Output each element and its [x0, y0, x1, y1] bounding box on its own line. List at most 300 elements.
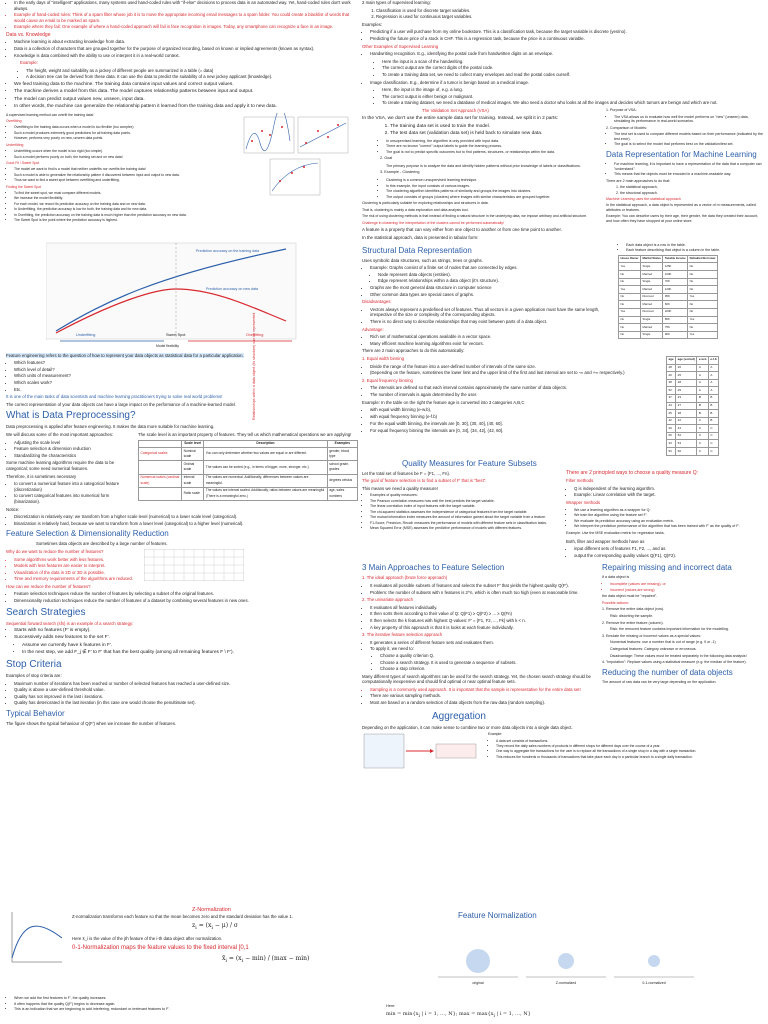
list-item: • Adjusting the scale level — [14, 440, 134, 446]
table-cell: C — [708, 425, 718, 433]
table-cell: You can only determine whether two values are equal or are different. — [204, 448, 327, 461]
action-item: Risk: the removed feature contains important information for the modelling. — [610, 627, 729, 632]
list-item: • Underfitting occurs when the model is too rigid (too simple). — [14, 149, 236, 153]
clustering-title: 3. Example - Clustering — [380, 170, 420, 175]
preprocessing-text — [6, 432, 134, 507]
table-cell: 53 — [676, 440, 697, 448]
table-cell: No — [619, 293, 641, 301]
table-cell: 85K — [663, 316, 688, 324]
list-item: • The machine derives a model from this data. The model captures relationship patterns between input and output. — [14, 89, 358, 95]
table-cell: Yes — [688, 293, 718, 301]
list-item: • Knowledge is data combined with the ability to use or interpret it in a real-world context. — [14, 53, 358, 59]
table-cell: No — [688, 278, 718, 286]
struct-row — [362, 243, 764, 349]
feature-matrix-icon — [144, 549, 244, 581]
list-item: • Successively adds new features to the set F'. — [14, 635, 358, 641]
list-item: • We increase the model flexibility. — [14, 196, 236, 200]
list-item: • It generates a series of different feature sets and evaluates them. — [370, 640, 598, 646]
table-cell: C — [697, 432, 709, 440]
table-cell: C — [697, 440, 709, 448]
borrower-table — [618, 255, 718, 340]
iter-title: 3. The iterative feature selection approach — [362, 632, 443, 638]
necessary-list — [6, 481, 134, 504]
list-item: • It evaluates all features individually. — [370, 605, 598, 611]
approaches-left — [362, 560, 598, 687]
fit-plots-svg — [240, 113, 352, 243]
table-cell: Yes — [619, 286, 641, 294]
table-row — [667, 410, 719, 418]
chart-xlabel: Model flexibility — [156, 343, 179, 348]
table-cell: 44 — [667, 402, 676, 410]
underfitting-list — [6, 149, 236, 159]
types-list — [362, 8, 764, 20]
possible-actions: Possible actions: — [602, 600, 629, 605]
action-item: Numerical features: use a number that is out of range (e.g. 0 or -1) — [610, 640, 716, 645]
table-header: Scale level — [182, 440, 204, 448]
table-cell: 52 — [667, 387, 676, 395]
left-column — [6, 0, 358, 729]
table-cell: 37 — [667, 394, 676, 402]
list-item: 1. The training data set is used to train the model. — [390, 124, 602, 130]
table-cell: Single — [641, 331, 663, 339]
bin-example: Example: In the table on the right the feature age is converted into 3 categories A,B,C — [362, 399, 525, 405]
disadvantage-list — [362, 307, 612, 325]
table-cell: No — [619, 331, 641, 339]
list-item: • However, performs very poorly on new, unseen data points. — [14, 136, 236, 140]
table-row — [619, 331, 718, 339]
list-item: • Graphs are the most general data structure in computer science — [370, 285, 612, 291]
list-item: • Choose a search strategy. It is used to generate a sequence of subsets. — [380, 660, 598, 666]
finding-title: Finding the Sweet Spot — [6, 184, 42, 189]
approaches-right — [602, 560, 764, 687]
table-row — [619, 263, 718, 271]
table-row — [619, 293, 718, 301]
aggregation-illustration — [362, 732, 482, 770]
vsa-row — [362, 108, 764, 228]
vsa-purpose-list — [606, 115, 764, 124]
list-item: • to convert categorical features into numerical form (binarization). — [14, 493, 134, 504]
bin-list — [362, 407, 662, 419]
list-item: • Discretization is relatively easy: we transform from a higher scale level (numerical) to a lower scale level (categorical). — [14, 514, 358, 520]
list-item: • In Overfitting, the prediction accuracy on the training data is much higher than the prediction accuracy on new data. — [14, 213, 236, 217]
fs-why — [6, 549, 140, 584]
stop-title: Stop Criteria — [6, 659, 62, 671]
typical-intro: The figure shows the typical behaviour of Q(F') when we increase the number of features. — [6, 721, 177, 727]
list-item: • The chi-squared statistics assesses the independence of categorical features from the target variable. — [370, 510, 562, 515]
list-item: • The number of intervals is again determined by the user. — [370, 392, 662, 398]
list-item: • output the corresponding quality values Q(F1), Q(F2). — [574, 553, 764, 559]
vsa-left — [362, 108, 602, 228]
table-cell: A — [708, 387, 718, 395]
table-cell — [139, 487, 182, 500]
wrapper-title: Wrapper methods — [566, 500, 601, 506]
table-cell: Yes — [688, 331, 718, 339]
norm-plot — [614, 941, 694, 987]
list-item: • A decision tree can be derived from these data. It can use the data to predict the suitability of a new jockey applicant (knowledge). — [26, 74, 358, 80]
overfitting-title: Overfitting — [6, 119, 22, 124]
table-cell: Divorced — [641, 308, 663, 316]
table-cell: Married — [641, 271, 663, 279]
table-cell: 33 — [667, 440, 676, 448]
list-item: • The model can predict output values new, unseen, input data. — [14, 97, 358, 103]
list-item: • The VSA allows us to evaluate how well the model performs on "new" (unseen) data, simulating its performance in real-world scenarios. — [614, 115, 764, 124]
list-item: • Rich set of mathematical operations available in a vector space. — [370, 334, 612, 340]
list-item: • Such a model performs poorly on both, the training set and on new data! — [14, 155, 236, 159]
table-cell: Married — [641, 324, 663, 332]
quality-list: The goal of feature selection is to find a subset of F' that is "best". — [362, 478, 487, 484]
both: Both, filter and wrapper methods have as — [566, 538, 645, 544]
iter-note: Many different types of search algorithms can be used for the search strategy. Yet, the chosen search strategy should be computationally inexpensive and should find optimal or near optimal feature sets. — [362, 673, 591, 685]
disc-1-list — [362, 364, 662, 376]
agg-intro: Depending on the application, it can make sense to combine two or more data objects into a single data object. — [362, 724, 573, 730]
table-cell: 60 — [667, 432, 676, 440]
table-cell: Yes — [688, 316, 718, 324]
list-item: • The test set is used to compare different models based on their performance (indicated by the test error). — [614, 132, 764, 141]
list-item: • Binarization is relatively hard, because we want to transform from a lower level (categorical) to a higher level (numerical). — [14, 521, 358, 527]
approaches-row — [362, 560, 764, 687]
list-item: • Edge represent relationships within a data object (it's structure). — [378, 278, 612, 284]
vsa-purpose-title: 1. Purpose of VSA: — [606, 107, 637, 112]
table-cell: B — [708, 417, 718, 425]
fit-plots — [240, 113, 352, 243]
training-list — [6, 82, 358, 111]
underfitting-label: Underfitting — [76, 332, 96, 337]
table-header: Taxable Income — [663, 255, 688, 263]
table-cell: 220K — [663, 308, 688, 316]
table-cell: No — [619, 278, 641, 286]
list-item: • Vectors always represent a predefined set of features. Thus all vectors in a given application must have the same length, irrespective of the size or complexity of the corresponding objects. — [370, 307, 612, 318]
table-cell: A — [697, 364, 709, 372]
table-cell: 42 — [667, 417, 676, 425]
rotated-label: Relationships within a data object (its structure) can be represented — [252, 312, 256, 420]
list-item: • For machine learning, it is important to have a representation of the data that a computer can "understand". — [614, 162, 764, 171]
table-header: age — [667, 356, 676, 364]
feature-selection-title: Feature Selection & Dimensionality Reduction — [6, 529, 169, 539]
table-cell: C — [697, 417, 709, 425]
table-cell: 29 — [667, 425, 676, 433]
list-item: • Mean Squared Error (MSE) assesses the predictive performance of models with different features. — [370, 526, 562, 531]
principal-title: There are 2 principled ways to choose a quality measure Q: — [566, 469, 699, 476]
hw-list — [362, 59, 764, 78]
search-intro: Sequential forward search (sfs) is an example of a search strategy: — [6, 620, 134, 626]
list-item: • The mutual information index measures the amount of information gained about the target variable from a feature. — [370, 515, 562, 520]
struct-right — [618, 243, 764, 349]
table-cell: No — [619, 301, 641, 309]
action-item: 4. "Imputation": Replace values using a statistical measure (e.g. the median of the feature). — [602, 660, 747, 665]
clustering-list — [362, 178, 602, 199]
table-cell: 53 — [667, 448, 676, 456]
table-cell: 100K — [663, 271, 688, 279]
table-cell: Yes — [619, 308, 641, 316]
quality-title: Quality Measures for Feature Subsets — [402, 458, 537, 468]
scale-table-wrap — [138, 432, 358, 507]
list-item: • This means that the objects must be encoded in a machine-readable way. — [614, 172, 764, 177]
approaches-list — [606, 185, 764, 195]
table-cell: C — [708, 432, 718, 440]
table-row — [667, 425, 719, 433]
action-item: Risk: distorting the sample. — [610, 613, 654, 618]
table-cell: 60K — [663, 301, 688, 309]
intro-list — [6, 0, 358, 30]
table-header: age (sorted) — [676, 356, 697, 364]
list-item: • Visualization of the data in 2D or 3D is possible. — [14, 570, 140, 576]
table-cell: The values are numerical. Additionally, differences between values are meaningful. — [204, 474, 327, 487]
table-row — [667, 402, 719, 410]
goodfit-list — [6, 167, 236, 182]
table-cell: No — [619, 316, 641, 324]
notice-list — [6, 514, 358, 526]
table-cell: 95K — [663, 293, 688, 301]
norm-plot — [438, 941, 518, 987]
curve2-label: Prediction accuracy on new data — [206, 286, 258, 291]
brute-title: 1. The ideal approach (brute force approach) — [362, 575, 448, 581]
overfitting-label: Overfitting — [246, 332, 264, 337]
fs-why-list — [6, 557, 140, 582]
list-item: • We use a learning algorithm as a wrapper for Q: — [574, 508, 764, 513]
table-cell: Single — [641, 316, 663, 324]
list-item: • It evaluates all possible subsets of features and selects the subset F' that yields the highest quality Q(F'). — [370, 583, 598, 589]
preprocessing-row — [6, 432, 358, 507]
table-header: House Owner — [619, 255, 641, 263]
list-item: • Assume we currently have k features in F'. — [22, 643, 358, 649]
features-note: The correct representation of your data objects can have a large impact on the performance of a machine-learned model. — [6, 401, 237, 407]
table-cell: C — [708, 448, 718, 456]
list-item: • The linear correlation index of input features with the target variable. — [370, 504, 562, 509]
list-item: • The Pearson correlation measures how well the best predicts the target variable. — [370, 499, 562, 504]
list-item: • This reduces the hundreds or thousands of transactions that take place each day in a particular branch to a single daily transaction. — [496, 755, 758, 759]
list-item: • It often happens that the quality Q(F') begins to decrease again. — [14, 1002, 374, 1007]
agg-text — [488, 732, 758, 770]
table-cell: C — [697, 448, 709, 456]
list-item: • Examples of quality measures: — [370, 493, 562, 498]
struct-list — [362, 265, 612, 297]
action-item: 2. Remove the entire feature (column). — [602, 620, 664, 625]
flexibility-chart — [6, 241, 358, 351]
table-cell: B — [708, 402, 718, 410]
list-item: • Divide the range of the feature into a user-defined number of intervals of the same size. — [370, 364, 662, 370]
intro-item: • Example where they fail: One example of where a hand-coded approach will fail is face recognition in images. Today, any smartphone can recognize a face in an image. — [14, 24, 358, 30]
table-row — [619, 308, 718, 316]
list-item: • Here, the input is the image of, e.g. a lung. — [382, 87, 764, 93]
examples-label: Examples: — [362, 21, 383, 27]
table-header: e-f.b — [708, 356, 718, 364]
repair-need: the data object must be "repaired". — [602, 594, 658, 599]
list-item: • Predicting if a user will purchase from my online bookstore. This is a classification task, because the target variable is discrete (yes/no). — [370, 29, 764, 35]
underfitting-title: Underfitting — [6, 142, 24, 147]
list-item: • Quality has deteriorated in the last iteration (in this case one would choose the penultimate set). — [14, 700, 358, 706]
agg-example: Example: — [488, 732, 503, 737]
list-item: • Node represent data objects (entities). — [378, 272, 612, 278]
fit-section — [6, 113, 358, 243]
struct-intro: Uses symbolic data structures, such as strings, trees or graphs. — [362, 257, 483, 263]
table-row — [667, 417, 719, 425]
list-item: • Machine learning is about extracting knowledge from data. — [14, 39, 358, 45]
table-cell: 38 — [676, 410, 697, 418]
table-cell: No — [688, 271, 718, 279]
approaches: There are 2 main approaches to do that: — [606, 178, 671, 183]
goal-text: The primary purpose is to analyze the data and identify hidden patterns without prior knowledge of labels or classifications. — [386, 163, 581, 168]
examples-list — [362, 29, 764, 41]
list-item: • To find the sweet spot, we must compare different models. — [14, 191, 236, 195]
table-cell: Categorical scales — [139, 448, 182, 461]
binning-row — [362, 356, 764, 456]
list-item: • Many efficient machine learning algorithms exist for vectors. — [370, 341, 612, 347]
table-cell: 52 — [676, 432, 697, 440]
list-item: • Choose a stop criterion. — [380, 666, 598, 672]
z-here: Here x̄_i is the value of the jth feature of the i-th data object after normalization. — [72, 935, 223, 941]
typical-behavior-chart — [6, 908, 66, 968]
intro-item: • Example of hand-coded rules: Think of a spam filter whose job it is to move the appropriate incoming email messages to a spam folder. You could create a blacklist of words that would cause an email to be marked as spam. — [14, 12, 358, 23]
list-item: • Starts with no features (F' is empty). — [14, 628, 358, 634]
notice-label: Notice: — [6, 506, 20, 512]
table-cell: 70K — [663, 278, 688, 286]
table-row — [139, 461, 358, 474]
right-column — [362, 0, 764, 770]
list-item: • Each data object is a row in the table. — [626, 243, 764, 248]
unsupervised-list — [362, 139, 602, 155]
table-cell: Ordinal scale — [182, 461, 204, 474]
quality-left — [362, 471, 562, 561]
list-item: • The correct output is either benign or malignant. — [382, 94, 764, 100]
table-cell: Divorced — [641, 293, 663, 301]
list-item: • There is no direct way to describe relationships that may exist between parts of a data object. — [370, 319, 612, 325]
table-cell: No — [688, 286, 718, 294]
table-cell: B — [697, 410, 709, 418]
table-cell: A — [708, 364, 718, 372]
table-cell: No — [688, 263, 718, 271]
list-item: • Other common data types are special cases of graphs. — [370, 292, 612, 298]
disc-2-list — [362, 385, 662, 397]
list-item: • To create a training dataset, we need a database of medical images. We also need a doctor who looks at all the images and decides which tumors are benign and which are not. — [382, 100, 764, 106]
table-row — [619, 286, 718, 294]
clustering-note: That is, clustering is mainly a data exploration and data analysis tool. — [362, 207, 469, 212]
minmax-title: 0-1-Normalization maps the feature values to the fixed interval [0,1 — [72, 944, 249, 951]
list-item: • One way to aggregate the transactions for the user is to replace all the transactions of a single shop in a day with a single transaction. — [496, 749, 758, 753]
img-title: • Image classification. E.g., determine if a tumor is benign based on a medical image. — [370, 80, 764, 86]
table-cell: 44 — [676, 425, 697, 433]
list-item: • We feed training data to the machine. The training data contains input values and correct output values. — [14, 82, 358, 88]
types-intro: 2 main types of supervised learning: — [362, 0, 431, 5]
list-item: • The intervals are defined so that each interval contains approximately the same number of data objects. — [370, 385, 662, 391]
table-header: Description — [204, 440, 327, 448]
list-item: • The goal is to select the model that performs best on the validation/test set. — [614, 142, 764, 147]
reduce-list — [362, 687, 764, 706]
table-row — [619, 316, 718, 324]
quality-list: This means we need a quality measure! — [362, 485, 438, 491]
list-item: • In the next step, we add F_j ∉ F' to F' that has the best quality (among all remaining features F \ F'). — [22, 650, 358, 656]
quality-list: Let the total set of features be F = {F1, ..., Fn}. — [362, 470, 451, 476]
list-item: 2. Regression is used for continuous target variables. — [376, 14, 764, 20]
disc-1: 1. Equal width binning — [362, 355, 405, 361]
list-item: • The output consists of groups (clusters) where images with similar characteristics are grouped together. — [386, 195, 602, 200]
preproc-list-intro: We will discuss some of the most important approaches: — [6, 432, 114, 437]
table-row — [619, 324, 718, 332]
table-cell: No — [619, 271, 641, 279]
goodfit-plot — [270, 159, 320, 195]
list-item: • Q is independent of the learning algorithm. — [574, 486, 764, 492]
list-item: • Time and memory requirements of the algorithms are reduced. — [14, 576, 140, 582]
example-list — [6, 68, 358, 80]
table-cell: 75K — [663, 324, 688, 332]
table-cell: B — [708, 394, 718, 402]
list-item: • When we add the first features to F', the quality increases. — [14, 996, 374, 1001]
table-row — [139, 448, 358, 461]
list-item: • To create a training data set, we need to collect many envelopes and read the postal codes ourself. — [382, 72, 764, 78]
fs-how-title: How can we reduce the number of features? — [6, 583, 91, 589]
list-item: • Each feature describing that object is a column in the table. — [626, 248, 764, 253]
table-cell: No — [688, 301, 718, 309]
scale-intro: The scale level is an important property of features. They tell us which mathematical operations we are applying! — [138, 432, 352, 437]
table-cell: 25 — [667, 410, 676, 418]
sweet-spot-label: Sweet Spot — [166, 332, 186, 337]
table-row — [667, 372, 719, 380]
table-cell: The values are interval scaled. Additionally, ratios between values are meaningful (There is a meaningful zero.) — [204, 487, 327, 500]
z-norm — [72, 908, 432, 987]
table-header: Examples — [327, 440, 357, 448]
iter-list — [362, 640, 598, 672]
binning-left — [362, 356, 662, 456]
list-item: • (Depending on the feature, sometimes the lower limit and the upper limit of the first and last interval are set to -∞ and +∞ respectively.) — [370, 370, 662, 376]
vsa-right — [606, 108, 764, 228]
ml-algo: Machine Learning uses the statistical approach — [606, 196, 681, 201]
table-row — [667, 432, 719, 440]
minmax-formula: $x̃_i = (x_i - \min) / (\max - \min)$ — [222, 954, 310, 964]
underfit-plot — [298, 117, 348, 153]
list-item: • input different sets of features F1, F2, ..., and as — [574, 546, 764, 552]
table-list — [618, 243, 764, 253]
list-item: • The clustering algorithm identifies patterns of similarity and groups the images into clusters. — [386, 189, 602, 194]
aggregation-title: Aggregation — [432, 710, 486, 722]
original-plot — [438, 941, 518, 981]
brute-list — [362, 583, 598, 595]
img-section — [362, 80, 764, 86]
table-row — [619, 278, 718, 286]
list-item: • Data is a collection of characters that are grouped together for the purpose of organized recording, based on known or implied agreements (known as syntax). — [14, 46, 358, 52]
hw-title: • Handwriting recognition. E.g., identifying the postal code from handwritten digits on an envelope. — [370, 51, 764, 57]
data-representation-title: Data Representation for Machine Learning — [606, 150, 757, 160]
disadvantage-label: Disadvantages: — [362, 299, 392, 305]
fs-intro: Sometimes data objects are described by a large number of features. — [36, 541, 168, 547]
table-cell: 90K — [663, 331, 688, 339]
preproc-note: Some machine learning algorithms require the data to be categorical; some need numerical features. — [6, 460, 115, 471]
quality-row — [362, 471, 764, 561]
three-approaches-title: 3 Main Approaches to Feature Selection — [362, 563, 505, 573]
borrower-table-body — [619, 263, 718, 339]
clustering-note: Challenge in clustering: the interpretation of the clusters cannot be performed automatically! — [362, 220, 505, 225]
list-item: • A data set consists of transactions. — [496, 739, 758, 743]
list-item: • There are various sampling methods. — [370, 693, 764, 699]
list-item: • A key property of this approach is that it is looks at each feature individually. — [370, 625, 598, 631]
preprocessing-intro: Data preprocessing is applied after feature engineering. It makes the data more suitable for machine learning. — [6, 424, 215, 430]
agg-list — [488, 739, 758, 760]
plot-label: 0-1-normalized — [642, 981, 666, 985]
table-cell: C — [708, 440, 718, 448]
list-item: • Which scales work? — [14, 380, 358, 386]
list-item: • Quality is above a user-defined threshold value. — [14, 687, 358, 693]
repair-list — [602, 582, 764, 592]
list-item: • Such a model produces extremely good predictions for all training data points. — [14, 131, 236, 135]
list-item: • Which features? — [14, 360, 358, 366]
list-item: • We train the algorithm using the feature set F'. — [574, 513, 764, 518]
list-item: • with equal frequency binning (e-f.b) — [370, 414, 662, 420]
list-item: • to convert a numerical feature into a categorical feature (discretization) — [14, 481, 134, 492]
aggregation-row — [362, 708, 764, 725]
list-item: • Most are based on a random selection of data objects from the raw data (random sampling). — [370, 700, 764, 706]
table-row — [667, 364, 719, 372]
list-item: • In unsupervised learning, the algorithm is only provided with input data. — [386, 139, 602, 144]
data-knowledge-title: Data vs. Knowledge — [6, 31, 51, 38]
action-item: 3. Emulate the missing or incorrect values as a special values: — [602, 633, 702, 638]
